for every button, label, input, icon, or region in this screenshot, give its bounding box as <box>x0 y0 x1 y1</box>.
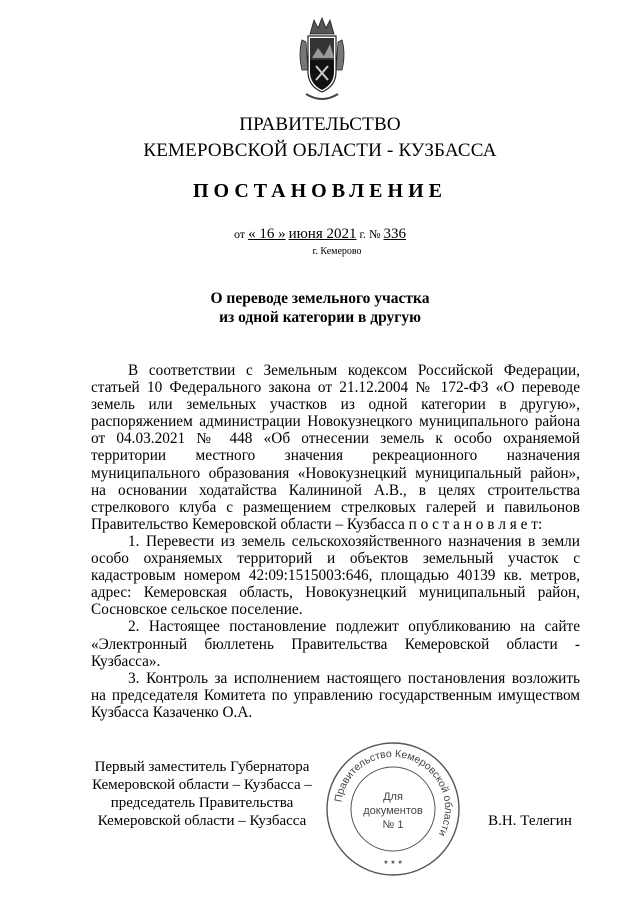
body-paragraph-item1: 1. Перевести из земель сельскохозяйственного назначения в земли особо охраняемых территорий и объектов земельный участок с кадастровым номером 42:09:1515003:646, площадью 40139 кв. метров, адрес: Кемеровская область, Новокузнецкий муниципальный район, Сосновское сельское поселение. <box>91 532 580 619</box>
date-from-label: от <box>233 227 246 241</box>
org-name-line2: КЕМЕРОВСКОЙ ОБЛАСТИ - КУЗБАССА <box>143 140 497 161</box>
org-name-line1: ПРАВИТЕЛЬСТВО <box>239 114 401 135</box>
signatory-line1: Первый заместитель Губернатора <box>94 759 310 775</box>
official-stamp <box>324 740 462 878</box>
number-label: № <box>369 227 381 241</box>
body-paragraph-item2: 2. Настоящее постановление подлежит опубликованию на сайте «Электронный бюллетень Правительства Кемеровской области - Кузбасса». <box>91 618 580 670</box>
signatory-line2: Кемеровской области – Кузбасса – <box>92 777 312 793</box>
body-paragraph-item3: 3. Контроль за исполнением настоящего постановления возложить на председателя Комитета по управлению государственным имуществом Кузбасса Казаченко О.А. <box>91 669 580 721</box>
document-body <box>91 362 580 721</box>
date-day: « 16 » <box>248 226 286 242</box>
date-and-number-line <box>0 226 640 243</box>
stamp-line3: № 1 <box>382 819 404 831</box>
stamp-stars: ★ ★ ★ <box>383 860 403 866</box>
signatory-name: В.Н. Телегин <box>488 813 572 829</box>
document-type-title: ПОСТАНОВЛЕНИЕ <box>193 180 447 202</box>
document-number: 336 <box>383 226 407 242</box>
signatory-line4: Кемеровской области – Кузбасса <box>97 813 307 829</box>
subject-line2: из одной категории в другую <box>219 309 421 326</box>
city-label: г. Кемерово <box>312 246 362 257</box>
date-year-suffix: г. <box>359 227 367 241</box>
signatory-title <box>82 758 322 830</box>
body-paragraph-intro: В соответствии с Земельным кодексом Российской Федерации, статьей 10 Федерального закона от 21.12.2004 № 172-ФЗ «О переводе земель или земельных участков из одной категории в другую», распоряжением администрации Новокузнецкого муниципального района от 04.03.2021 № 448 «Об отнесении земель к особо охраняемой территории местного значения рекреационного назначения муниципального образования «Новокузнецкий муниципальный район», на основании ходатайства Калининой А.В., в целях строительства стрелкового клуба с размещением стрелковых галерей и павильонов Правительство Кемеровской области – Кузбасса п о с т а н о в л я е т: <box>91 362 580 533</box>
stamp-ring-text: Правительство Кемеровской области <box>332 747 455 839</box>
coat-of-arms-emblem <box>296 14 348 106</box>
stamp-line2: документов <box>363 805 423 817</box>
subject-line1: О переводе земельного участка <box>210 290 430 307</box>
stamp-line1: Для <box>383 791 403 803</box>
signatory-line3: председатель Правительства <box>110 795 294 811</box>
date-month-year: июня 2021 <box>288 226 357 242</box>
